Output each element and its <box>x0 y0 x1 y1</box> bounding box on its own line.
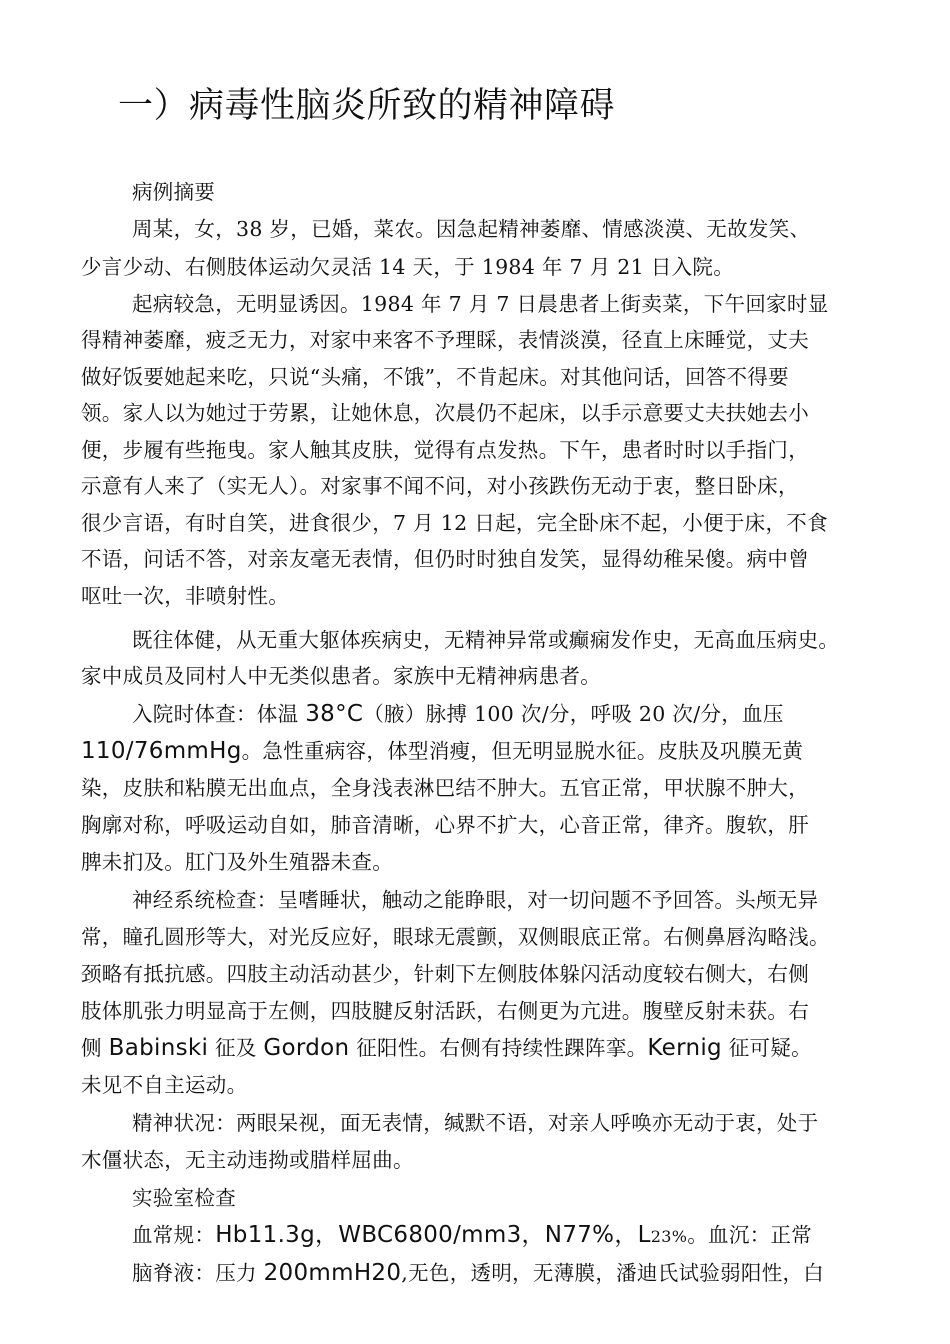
paragraph-line: 领。家人以为她过于劳累，让她休息，次晨仍不起床，以手示意要丈夫扶她去小 <box>81 401 809 425</box>
mental-line: 木僵状态，无主动违拗或腊样屈曲。 <box>81 1148 414 1172</box>
paragraph-line: 起病较急，无明显诱因。1984 年 7 月 7 日晨患者上街卖菜，下午回家时显 <box>132 292 829 316</box>
gordon-term: Gordon <box>263 1035 350 1061</box>
temperature-value: 38°C <box>305 701 364 727</box>
lab-text: 脑脊液：压力 <box>132 1261 264 1285</box>
blood-routine-line <box>132 1221 812 1251</box>
paragraph-line: 很少言语，有时自笑，进食很少，7 月 12 日起，完全卧床不起，小便于床，不食 <box>81 511 828 535</box>
paragraph-line: 呕吐一次，非喷射性。 <box>81 584 289 608</box>
case-summary-heading: 病例摘要 <box>132 180 216 204</box>
section-title: 一）病毒性脑炎所致的精神障碍 <box>118 86 616 126</box>
lab-text: 血常规： <box>132 1223 216 1247</box>
lab-text: ,无色，透明，无薄膜，潘迪氏试验弱阳性，白 <box>401 1261 825 1285</box>
blood-values: Hb11.3g，WBC6800/mm3，N77%，L <box>215 1222 651 1248</box>
exam-line <box>81 737 803 765</box>
paragraph-line: 做好饭要她起来吃，只说“头痛，不饿”，不肯起床。对其他问话，回答不得要 <box>81 365 789 389</box>
exam-line: 胸廓对称，呼吸运动自如，肺音清晰，心界不扩大，心音正常，律齐。腹软，肝 <box>81 813 809 837</box>
neuro-text: 征可疑。 <box>721 1036 812 1060</box>
neuro-line: 颈略有抵抗感。四肢主动活动甚少，针刺下左侧肢体躲闪活动度较右侧大，右侧 <box>81 962 809 986</box>
neuro-text: 征阳性。右侧有持续性踝阵挛。 <box>349 1036 648 1060</box>
mental-line: 精神状况：两眼呆视，面无表情，缄默不语，对亲人呼唤亦无动于衷，处于 <box>132 1111 819 1135</box>
neuro-text: 征及 <box>208 1036 264 1060</box>
lymphocyte-value: 23% <box>650 1227 688 1246</box>
kernig-term: Kernig <box>647 1035 722 1061</box>
neuro-line <box>81 1034 812 1062</box>
paragraph-line: 得精神萎靡，疲乏无力，对家中来客不予理睬，表情淡漠，径直上床睡觉，丈夫 <box>81 328 809 352</box>
paragraph-line: 家中成员及同村人中无类似患者。家族中无精神病患者。 <box>81 664 601 688</box>
blood-pressure-value: 110/76mmHg <box>81 738 242 764</box>
paragraph-line: 便，步履有些拖曳。家人触其皮肤，觉得有点发热。下午，患者时时以手指门， <box>81 438 809 462</box>
csf-pressure-value: 200mmH20 <box>263 1260 402 1286</box>
exam-text: 入院时体查：体温 <box>132 702 306 726</box>
paragraph-line: 示意有人来了（实无人）。对家事不闻不问，对小孩跌伤无动于衷，整日卧床， <box>81 474 799 498</box>
exam-text: 。急性重病容，体型消瘦，但无明显脱水征。皮肤及巩膜无黄 <box>241 739 804 763</box>
exam-text: （腋）脉搏 100 次/分，呼吸 20 次/分，血压 <box>363 702 784 726</box>
neuro-line: 常，瞳孔圆形等大，对光反应好，眼球无震颤，双侧眼底正常。右侧鼻唇沟略浅。 <box>81 925 830 949</box>
neuro-line: 肢体肌张力明显高于左侧，四肢腱反射活跃，右侧更为亢进。腹壁反射未获。右 <box>81 999 809 1023</box>
neuro-line: 神经系统检查：呈嗜睡状，触动之能睁眼，对一切问题不予回答。头颅无异 <box>132 888 819 912</box>
babinski-term: Babinski <box>108 1035 209 1061</box>
neuro-line: 未见不自主运动。 <box>81 1073 248 1097</box>
paragraph-line: 周某，女，38 岁，已婚，菜农。因急起精神萎靡、情感淡漠、无故发笑、 <box>132 217 811 241</box>
exam-line: 染，皮肤和粘膜无出血点，全身浅表淋巴结不肿大。五官正常，甲状腺不肿大， <box>81 776 809 800</box>
paragraph-line: 不语，问话不答，对亲友毫无表情，但仍时时独自发笑，显得幼稚呆傻。病中曾 <box>81 547 809 571</box>
exam-line: 脾未扪及。肛门及外生殖器未查。 <box>81 850 393 874</box>
neuro-text: 侧 <box>81 1036 109 1060</box>
lab-heading: 实验室检查 <box>132 1186 236 1210</box>
exam-line <box>132 700 784 728</box>
paragraph-line: 既往体健，从无重大躯体疾病史，无精神异常或癫痫发作史，无高血压病史。 <box>132 628 840 652</box>
lab-text: 。血沉：正常 <box>687 1223 813 1247</box>
paragraph-line: 少言少动、右侧肢体运动欠灵活 14 天，于 1984 年 7 月 21 日入院。 <box>81 255 735 279</box>
csf-line <box>132 1259 824 1287</box>
